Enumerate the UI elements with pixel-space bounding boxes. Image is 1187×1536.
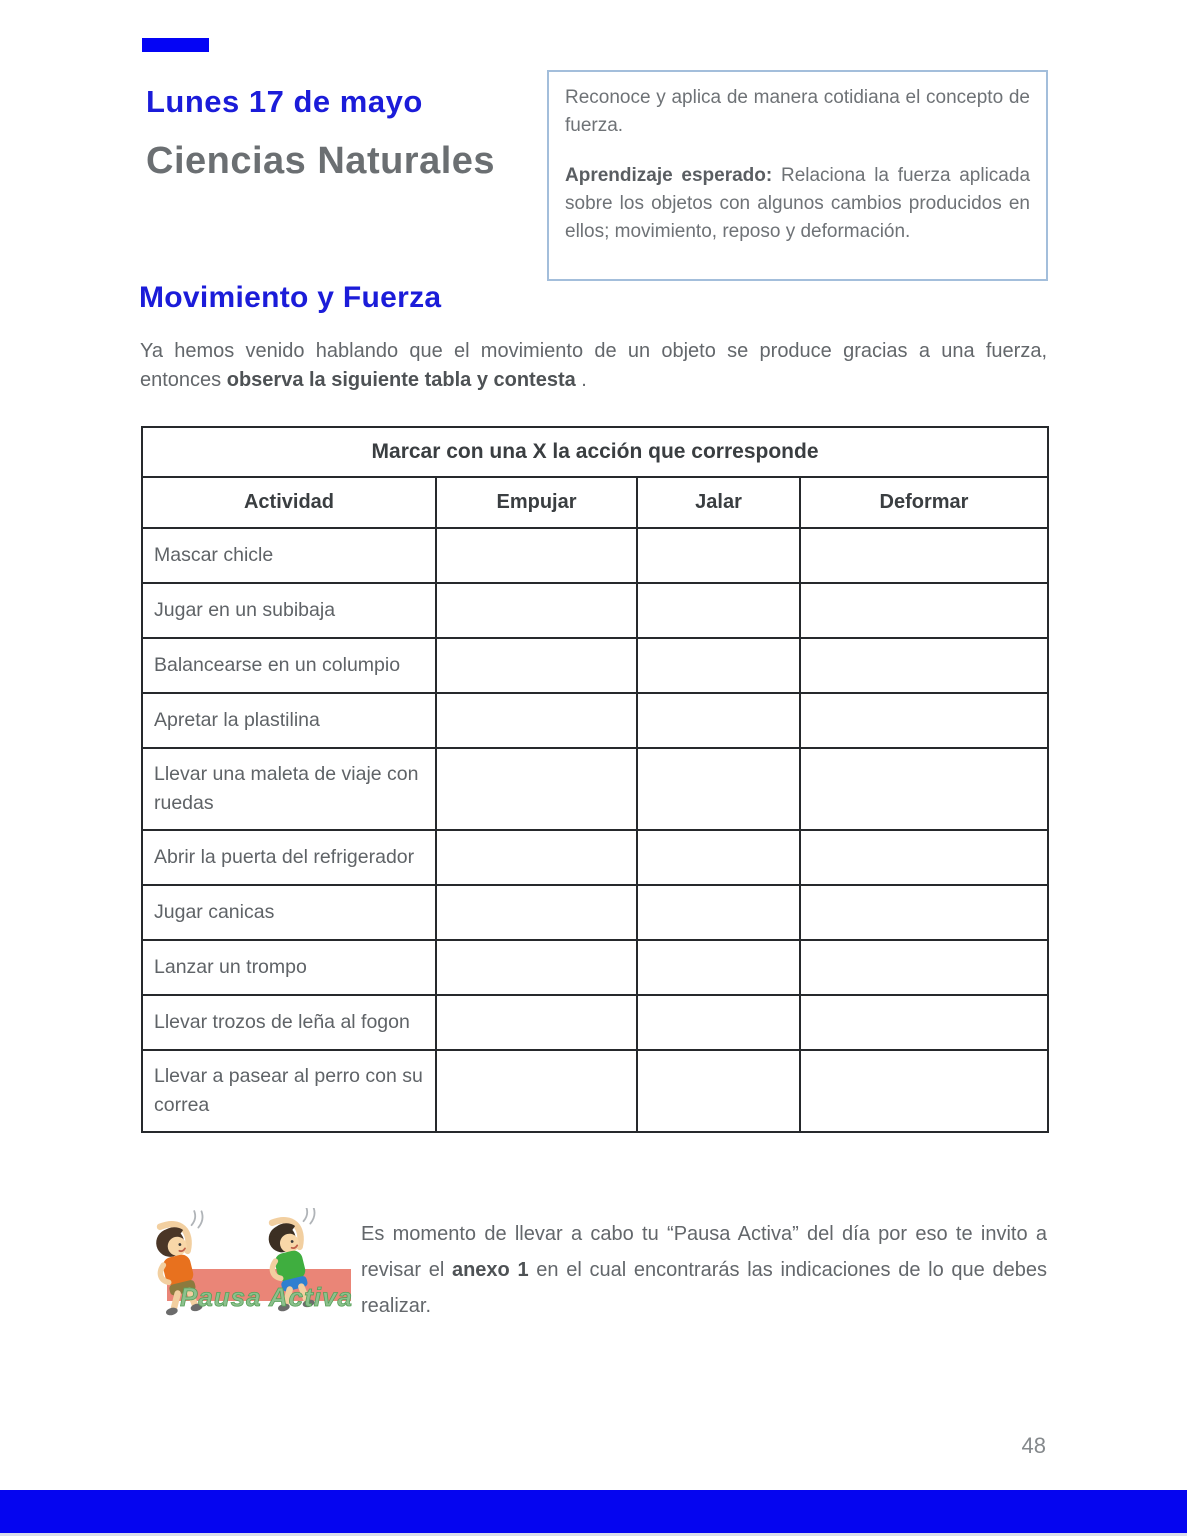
mark-cell-deformar xyxy=(800,995,1048,1050)
intro-text: Ya hemos venido hablando que el movimiento de un objeto se produce gracias a una fuerza, entonces xyxy=(140,340,1047,391)
mark-cell-jalar xyxy=(637,885,800,940)
mark-cell-deformar xyxy=(800,748,1048,830)
learning-objective-box xyxy=(547,70,1048,281)
activity-cell: Llevar trozos de leña al fogon xyxy=(142,995,436,1050)
expected-learning-text: Relaciona la fuerza aplicada sobre los objetos con algunos cambios producidos en ellos; movimiento, reposo y deformación. xyxy=(565,165,1031,242)
mark-cell-jalar xyxy=(637,638,800,693)
activity-cell: Lanzar un trompo xyxy=(142,940,436,995)
mark-cell-jalar xyxy=(637,940,800,995)
subject-heading: Ciencias Naturales xyxy=(146,140,496,182)
intro-paragraph xyxy=(140,337,1047,395)
pausa-bold-text: anexo 1 xyxy=(451,1259,529,1281)
intro-bold-text: observa la siguiente tabla y contesta xyxy=(226,369,576,391)
table-row xyxy=(142,528,1048,583)
table-row xyxy=(142,638,1048,693)
activity-cell: Jugar canicas xyxy=(142,885,436,940)
table-row xyxy=(142,885,1048,940)
date-heading: Lunes 17 de mayo xyxy=(146,84,423,119)
learning-objective-intro: Reconoce y aplica de manera cotidiana el concepto de fuerza. xyxy=(565,87,1030,136)
mark-cell-jalar xyxy=(637,830,800,885)
intro-end-text: . xyxy=(575,369,587,391)
mark-cell-deformar xyxy=(800,830,1048,885)
table-header-row xyxy=(142,477,1048,528)
table-row xyxy=(142,830,1048,885)
mark-cell-empujar xyxy=(436,583,637,638)
mark-cell-deformar xyxy=(800,638,1048,693)
expected-learning-paragraph xyxy=(565,162,1030,246)
mark-cell-deformar xyxy=(800,528,1048,583)
table-row xyxy=(142,940,1048,995)
column-header-deformar: Deformar xyxy=(800,477,1048,528)
pausa-text: Es momento de llevar a cabo tu “Pausa Activa” del día por eso te invito a revisar el xyxy=(361,1223,1047,1281)
mark-cell-empujar xyxy=(436,940,637,995)
mark-cell-empujar xyxy=(436,1050,637,1132)
activity-cell: Mascar chicle xyxy=(142,528,436,583)
table-row xyxy=(142,693,1048,748)
mark-cell-empujar xyxy=(436,885,637,940)
footer-accent-bar xyxy=(0,1490,1187,1533)
column-header-actividad: Actividad xyxy=(142,477,436,528)
mark-cell-jalar xyxy=(637,583,800,638)
pausa-paragraph xyxy=(361,1216,1047,1324)
mark-cell-jalar xyxy=(637,528,800,583)
table-row xyxy=(142,995,1048,1050)
activity-cell: Balancearse en un columpio xyxy=(142,638,436,693)
activity-cell: Llevar una maleta de viaje con ruedas xyxy=(142,748,436,830)
force-actions-table xyxy=(141,426,1049,1133)
table-row xyxy=(142,583,1048,638)
section-title: Movimiento y Fuerza xyxy=(139,281,442,314)
column-header-empujar: Empujar xyxy=(436,477,637,528)
mark-cell-empujar xyxy=(436,693,637,748)
mark-cell-empujar xyxy=(436,748,637,830)
expected-learning-label: Aprendizaje esperado: xyxy=(565,165,773,186)
mark-cell-jalar xyxy=(637,1050,800,1132)
activity-cell: Llevar a pasear al perro con su correa xyxy=(142,1050,436,1132)
pausa-end-text: en el cual encontrarás las indicaciones de lo que debes realizar. xyxy=(361,1259,1047,1317)
mark-cell-jalar xyxy=(637,995,800,1050)
mark-cell-deformar xyxy=(800,885,1048,940)
mark-cell-jalar xyxy=(637,748,800,830)
table-title-row xyxy=(142,427,1048,477)
mark-cell-deformar xyxy=(800,693,1048,748)
table-title: Marcar con una X la acción que corresponde xyxy=(142,427,1048,477)
table-row xyxy=(142,748,1048,830)
mark-cell-empujar xyxy=(436,995,637,1050)
mark-cell-jalar xyxy=(637,693,800,748)
pausa-banner-text: Pausa Activa xyxy=(180,1282,353,1312)
mark-cell-deformar xyxy=(800,583,1048,638)
pausa-activa-illustration xyxy=(136,1208,356,1320)
mark-cell-empujar xyxy=(436,830,637,885)
mark-cell-deformar xyxy=(800,1050,1048,1132)
mark-cell-deformar xyxy=(800,940,1048,995)
top-accent-bar xyxy=(142,38,209,52)
activity-cell: Abrir la puerta del refrigerador xyxy=(142,830,436,885)
table-row xyxy=(142,1050,1048,1132)
mark-cell-empujar xyxy=(436,528,637,583)
activity-cell: Apretar la plastilina xyxy=(142,693,436,748)
page-number: 48 xyxy=(1021,1433,1046,1458)
mark-cell-empujar xyxy=(436,638,637,693)
activity-cell: Jugar en un subibaja xyxy=(142,583,436,638)
column-header-jalar: Jalar xyxy=(637,477,800,528)
